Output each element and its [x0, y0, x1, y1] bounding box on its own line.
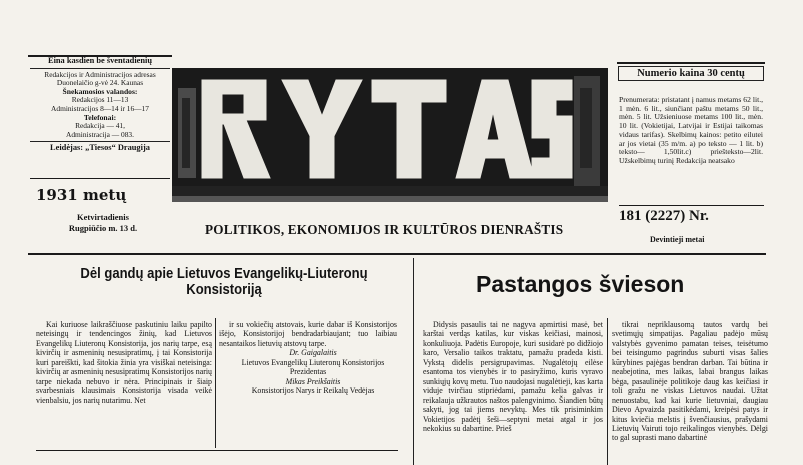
signature1-role: Lietuvos Evangelikų Liuteronų Konsistorijos Prezidentas [241, 357, 385, 377]
top-rule-right [617, 62, 765, 64]
article2-column1 [423, 320, 603, 433]
article2-headline: Pastangos švieson [476, 271, 685, 297]
year: 1931 metų [36, 186, 127, 204]
signature2-name: Mikas Preikšaitis [285, 376, 341, 386]
hours-title: Šnekamosios valandos: [62, 86, 138, 96]
masthead-bottom-rule [28, 253, 766, 255]
hours-editorial: Redakcijos 11—13 [71, 95, 129, 105]
article2-text2: tikrai nepriklausomą tautos vardų bei svetimųjų simpatijas. Pagaliau padėjo mūsų valstybės gyvenimo pamatan teises, teisėtumo bei teisingumo pagrindus suburti visas šalies kūrybines pajėgas bendran darban. Tai būtina ir neabejotina, mes laikas, labai brangus laikas bėga, pasaulinėje politikoje daug kas keičiasi ir toli gražu ne viskas Lietuvos naudai. Užtat nenuostabu, kad kai kurie lietuvniai, daugiau Dievo Apvaizda pasitikėdami, kreipėsi patys ir kitus kviečia melstis į švenčiausius, prašydami Lietuvių Vairuti tojo reikalingos vienybės. Dėlgi to gal suprasti mano dabartinė [612, 320, 768, 443]
masthead-logo [172, 58, 608, 211]
article2-column-divider [607, 318, 608, 465]
issue-date [40, 212, 166, 234]
phone-editorial: Redakcija — 41, [75, 121, 125, 131]
article2-column2 [612, 320, 768, 443]
weekday: Ketvirtadienis [77, 212, 129, 222]
article1-bottom-rule [36, 450, 398, 451]
publisher: Leidėjas: „Tiesos“ Draugija [50, 143, 150, 153]
article-divider [413, 258, 414, 465]
publication-frequency: Eina kasdien be šventadienių [47, 56, 153, 65]
left-info-box [30, 57, 170, 153]
signature1-name: Dr. Gaigalaitis [289, 348, 337, 358]
article1-column2 [219, 320, 397, 396]
right-box-rule [619, 205, 764, 206]
signature2-role: Konsistorijos Narys ir Reikalų Vedėjas [251, 386, 375, 396]
article1-column-divider [215, 318, 216, 448]
address: Duonelaičio g-vė 24. Kaunas [56, 78, 144, 88]
issue-number: 181 (2227) Nr. [619, 208, 709, 224]
hours-admin: Administracijos 8—14 ir 16—17 [51, 103, 149, 113]
article2-text1: Didysis pasaulis tai ne nagyva apmirtisi masė, bet karštai verdąs katilas, kur viskas keičiasi, mainosi, konkuliuoja. Padėtis Europoje, kuri susidarė po didžiojo karo, Versalio taikos traktatu, pamažu pradeda kisti. Vykstą didelis persigrupavimas. Nugalėtojų eilėse esantoma tos vienybės ir to pasiryžimo, kuris vyravo sunkiųjų kovų metu. Tuo naudojasi nugalėtieji, kas karta viduje tvirčiau stipriėdami, pamažu kelia galvas ir reikalauja užkrautos naštos palengvinimo. Šiandien būtų sakyti, jog tai jiems nevyktų. Mes tik prisiminkim Vokietijos padėtį šeši—septyni metai atgal ir jos nekokius su dabartine. Prieš [423, 320, 603, 433]
subscription-terms: Prenumerata: pristatant į namus metams 62 lit., 1 mėn. 6 lit., siunčiant paštu metams 50 lit., mėn. 5 lit. Užsieniuose metams 100 lit., mėn. 10 lit. (Vokietijai, Latvijai ir Estijai taikomas vidaus tarifas). Skelbimų kainos: petito eilutei ar jos vietai (35 m/m. a) po teksto — 1 lit. b) teksto— 1,50lit.c) priešteksto—2lit. Užskelbimų turinį Redakcija neatsako [619, 95, 763, 165]
issue-price: Numerio kaina 30 centų [618, 66, 764, 81]
phones-title: Telefonai: [83, 112, 117, 122]
volume-year: Devintieji metai [650, 235, 705, 244]
article1-headline: Dėl gandų apie Lietuvos Evangelikų-Liuteronų Konsistoriją [80, 266, 368, 298]
left-box-rule [30, 178, 170, 179]
date: Rugpiūčio m. 13 d. [68, 223, 138, 233]
article1-text2: ir su vokiečių atstovais, kurie dabar iš Konsistorijos išėjo, Konsistorijoj bendradarbiaujant; tuo laibiau nesantaikos lietuvių atstovų tarpe. [219, 320, 397, 348]
masthead-subtitle: POLITIKOS, EKONOMIJOS IR KULTŪROS DIENRAŠTIS [205, 222, 564, 237]
phone-admin: Administracija — 083. [66, 129, 134, 139]
article1-text1: Kai kuriuose laikraščiuose paskutiniu laiku papilto neteisingų ir tendencingos žinių, kad Lietuvos Evangelikų Liuteronų Konsistorija, jos narių tarpe, esą kivirčių ir asmeninių nesusipratimų, į tai Konsistorija kuri pareiškti, kad šitokia žinia yra visiškai neteisinga: kivirčių ar asmeninių nesusipratimų Konsistorijos narių tarpe niekada nebuvo ir nėra. Principinais ir šiaip svarbesniais klausimais Konsistorija visada veikė vienbalsiu, jos narių nutarimu. Net [36, 320, 212, 405]
article1-column1 [36, 320, 212, 405]
address-title: Redakcijos ir Administracijos adresas [44, 69, 156, 79]
